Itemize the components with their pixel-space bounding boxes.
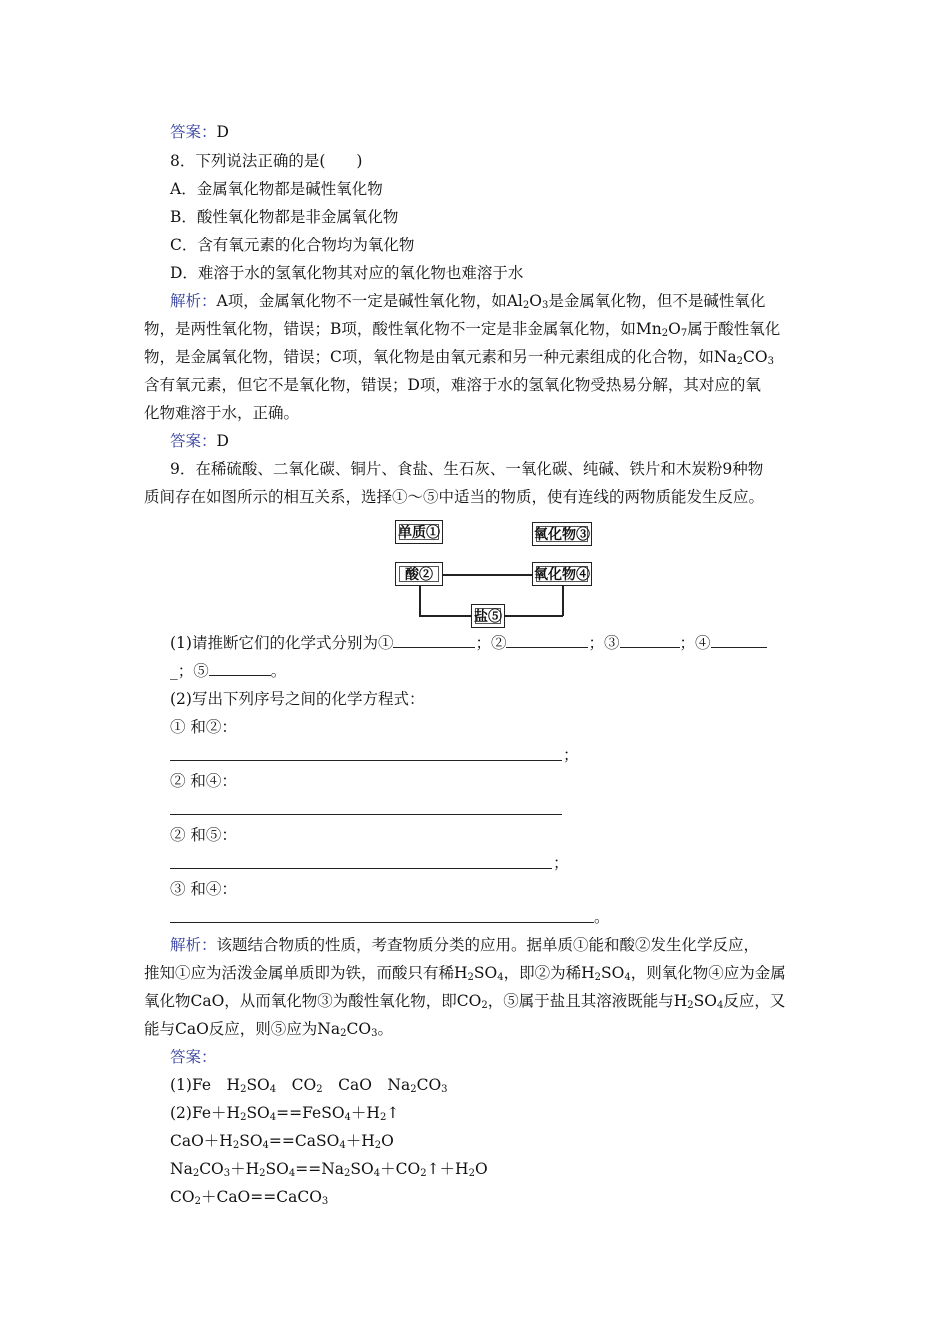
subscript: 2 xyxy=(340,1028,347,1039)
subscript: 4 xyxy=(339,1140,346,1151)
answer-line-2-4[interactable] xyxy=(170,814,562,815)
q8-option-c: C．含有氧元素的化合物均为氧化物 xyxy=(170,236,415,254)
subscript: 7 xyxy=(680,328,688,339)
answer-line-3-4[interactable] xyxy=(170,922,594,923)
subscript: 4 xyxy=(497,972,504,983)
text: 是金属氧化物，但不是碱性氧化 xyxy=(548,292,766,310)
subscript: 4 xyxy=(373,1168,381,1179)
text: SO xyxy=(239,1132,263,1150)
blank-2[interactable] xyxy=(506,633,588,648)
text: CO xyxy=(276,1076,317,1094)
q8-option-b: B．酸性氧化物都是非金属氧化物 xyxy=(170,208,399,226)
text: ＋H xyxy=(345,1132,375,1150)
q8-analysis-line-3 xyxy=(144,347,774,367)
text: O xyxy=(529,292,542,310)
q8-stem: 8．下列说法正确的是( ) xyxy=(170,152,363,170)
subscript: 2 xyxy=(522,300,530,311)
subscript: 2 xyxy=(316,1084,323,1095)
q9-answer-part1 xyxy=(170,1075,448,1095)
equation-3 xyxy=(170,1159,488,1179)
subscript: 2 xyxy=(594,972,602,983)
text: SO xyxy=(473,964,498,982)
q9-part2-title: (2)写出下列序号之间的化学方程式： xyxy=(170,690,425,708)
pair-3-4: ③ 和④： xyxy=(170,880,237,898)
pair-1-2: ① 和②： xyxy=(170,718,237,736)
pair-2-5: ② 和⑤： xyxy=(170,826,237,844)
box-label: 盐⑤ xyxy=(474,609,502,625)
subscript: 2 xyxy=(344,1168,351,1179)
subscript: 4 xyxy=(269,1084,277,1095)
text: ；④ xyxy=(679,634,711,652)
semicolon: ； xyxy=(553,854,569,872)
box-element-1 xyxy=(395,520,443,544)
text: SO xyxy=(693,992,717,1010)
q8-analysis-line-2 xyxy=(144,319,780,339)
text: CO xyxy=(416,1076,442,1094)
text: ==FeSO xyxy=(276,1104,345,1122)
text: SO xyxy=(246,1104,270,1122)
text: O xyxy=(668,320,681,338)
wire-salt-oxide4 xyxy=(505,615,563,617)
box-salt-5 xyxy=(471,604,505,628)
subscript: 3 xyxy=(321,1196,329,1207)
subscript: 2 xyxy=(232,1140,240,1151)
text: ，即②为稀H xyxy=(503,964,595,982)
text: SO xyxy=(265,1160,289,1178)
box-acid-2 xyxy=(395,562,443,586)
blank-5[interactable] xyxy=(209,661,271,676)
text: SO xyxy=(246,1076,270,1094)
equation-1 xyxy=(170,1103,399,1123)
q9-part1-line-2 xyxy=(170,661,286,681)
subscript: 2 xyxy=(192,1168,200,1179)
q8-answer xyxy=(170,431,229,451)
subscript: 3 xyxy=(541,300,549,311)
q8-option-a: A．金属氧化物都是碱性氧化物 xyxy=(170,180,383,198)
q8-analysis-line-4: 含有氧元素，但它不是氧化物，错误；D项，难溶于水的氢氧化物受热易分解，其对应的氧 xyxy=(144,376,761,394)
text: 能与CaO反应，则⑤应为Na xyxy=(144,1020,341,1038)
subscript: 2 xyxy=(736,356,744,367)
subscript: 2 xyxy=(379,1112,387,1123)
text: CaO＋H xyxy=(170,1132,233,1150)
subscript: 4 xyxy=(344,1112,351,1123)
text: 。 xyxy=(270,662,287,680)
text: O xyxy=(381,1132,394,1150)
subscript: 2 xyxy=(420,1168,427,1179)
answer-label: 答案： xyxy=(170,123,217,141)
text: ，则氧化物④应为金属 xyxy=(630,964,786,982)
analysis-label: 解析： xyxy=(170,292,217,310)
box-oxide-4 xyxy=(532,562,592,586)
box-label: 酸② xyxy=(405,567,433,583)
q9-answer-label xyxy=(170,1047,217,1067)
answer-label: 答案： xyxy=(170,1048,217,1066)
text: ＋CO xyxy=(380,1160,421,1178)
blank-1[interactable] xyxy=(393,633,475,648)
text: ＋H xyxy=(230,1160,260,1178)
text: 物，是金属氧化物，错误；C项，氧化物是由氧元素和另一种元素组成的化合物，如Na xyxy=(144,348,737,366)
subscript: 4 xyxy=(288,1168,296,1179)
text: 属于酸性氧化 xyxy=(687,320,781,338)
answer-line-1-2[interactable] xyxy=(170,760,562,761)
subscript: 2 xyxy=(240,1112,247,1123)
q8-analysis-line-5: 化物难溶于水，正确。 xyxy=(144,404,300,422)
subscript: 2 xyxy=(468,1168,475,1179)
text: CO xyxy=(199,1160,224,1178)
text: (1)请推断它们的化学式分别为① xyxy=(170,634,394,652)
subscript: 4 xyxy=(262,1140,269,1151)
q9-analysis-line-4 xyxy=(144,1019,393,1039)
wire-acid-oxide4 xyxy=(443,574,532,576)
text: 反应，又 xyxy=(723,992,786,1010)
blank-4[interactable] xyxy=(711,633,767,648)
text: ＋CaO==CaCO xyxy=(200,1188,322,1206)
text: ==CaSO xyxy=(268,1132,340,1150)
text: A项，金属氧化物不一定是碱性氧化物，如Al xyxy=(216,292,523,310)
text: SO xyxy=(350,1160,374,1178)
semicolon: ； xyxy=(563,746,579,764)
text: 氧化物CaO，从而氧化物③为酸性氧化物，即CO xyxy=(144,992,482,1010)
subscript: 4 xyxy=(269,1112,277,1123)
text: ；③ xyxy=(588,634,620,652)
subscript: 4 xyxy=(624,972,631,983)
q9-analysis-line-3 xyxy=(144,991,785,1011)
text: (1)Fe H xyxy=(170,1076,241,1094)
subscript: 2 xyxy=(481,1000,488,1011)
text: ＋H xyxy=(350,1104,380,1122)
answer-line-2-5[interactable] xyxy=(170,868,552,869)
analysis-label: 解析： xyxy=(170,936,217,954)
text: 。 xyxy=(377,1020,393,1038)
text: CO xyxy=(743,348,768,366)
subscript: 3 xyxy=(371,1028,378,1039)
q9-stem-line-2: 质间存在如图所示的相互关系，选择①～⑤中适当的物质，使有连线的两物质能发生反应。 xyxy=(144,488,765,506)
text: (2)Fe＋H xyxy=(170,1104,241,1122)
pair-2-4: ② 和④： xyxy=(170,772,237,790)
equation-4 xyxy=(170,1187,328,1207)
blank-3[interactable] xyxy=(620,633,680,648)
text: CaO Na xyxy=(322,1076,411,1094)
subscript: 2 xyxy=(410,1084,417,1095)
q8-analysis-line-1 xyxy=(170,291,765,311)
subscript: 4 xyxy=(717,1000,724,1011)
box-label: 氧化物③ xyxy=(534,527,590,543)
wire-oxide4-down xyxy=(562,586,564,616)
period: 。 xyxy=(594,908,610,926)
subscript: 2 xyxy=(240,1084,247,1095)
answer-value: D xyxy=(216,123,229,141)
answer-value: D xyxy=(216,432,229,450)
text: SO xyxy=(601,964,625,982)
text: 推知①应为活泼金属单质即为铁，而酸只有稀H xyxy=(144,964,468,982)
text: CO xyxy=(170,1188,195,1206)
box-label: 单质① xyxy=(398,525,440,541)
text: ↑＋H xyxy=(426,1160,469,1178)
wire-acid-down xyxy=(419,586,421,616)
text: ==Na xyxy=(295,1160,345,1178)
text: ，⑤属于盐且其溶液既能与H xyxy=(487,992,688,1010)
subscript: 2 xyxy=(259,1168,266,1179)
text: ↑ xyxy=(386,1104,400,1122)
q8-option-d: D．难溶于水的氢氧化物其对应的氧化物也难溶于水 xyxy=(170,264,524,282)
box-oxide-3 xyxy=(532,522,592,546)
wire-acid-salt xyxy=(419,615,471,617)
q9-analysis-line-2 xyxy=(144,963,786,983)
q9-part1-line-1 xyxy=(170,633,767,653)
subscript: 2 xyxy=(467,972,474,983)
subscript: 3 xyxy=(441,1084,448,1095)
subscript: 2 xyxy=(194,1196,201,1207)
subscript: 2 xyxy=(687,1000,694,1011)
q9-stem-line-1: 9．在稀硫酸、二氧化碳、铜片、食盐、生石灰、一氧化碳、纯碱、铁片和木炭粉9种物 xyxy=(170,460,764,478)
text: CO xyxy=(346,1020,372,1038)
text: 该题结合物质的性质，考查物质分类的应用。据单质①能和酸②发生化学反应， xyxy=(216,936,760,954)
equation-2 xyxy=(170,1131,394,1151)
answer-label: 答案： xyxy=(170,432,217,450)
subscript: 3 xyxy=(767,356,774,367)
text: O xyxy=(474,1160,488,1178)
q9-analysis-line-1 xyxy=(170,935,759,955)
text: _；⑤ xyxy=(170,662,209,680)
subscript: 2 xyxy=(661,328,669,339)
text: ；② xyxy=(475,634,507,652)
box-label: 氧化物④ xyxy=(534,567,590,583)
text: 物，是两性氧化物，错误；B项，酸性氧化物不一定是非金属氧化物，如Mn xyxy=(144,320,662,338)
q7-answer xyxy=(170,122,229,142)
text: Na xyxy=(170,1160,193,1178)
subscript: 2 xyxy=(374,1140,382,1151)
subscript: 3 xyxy=(223,1168,231,1179)
